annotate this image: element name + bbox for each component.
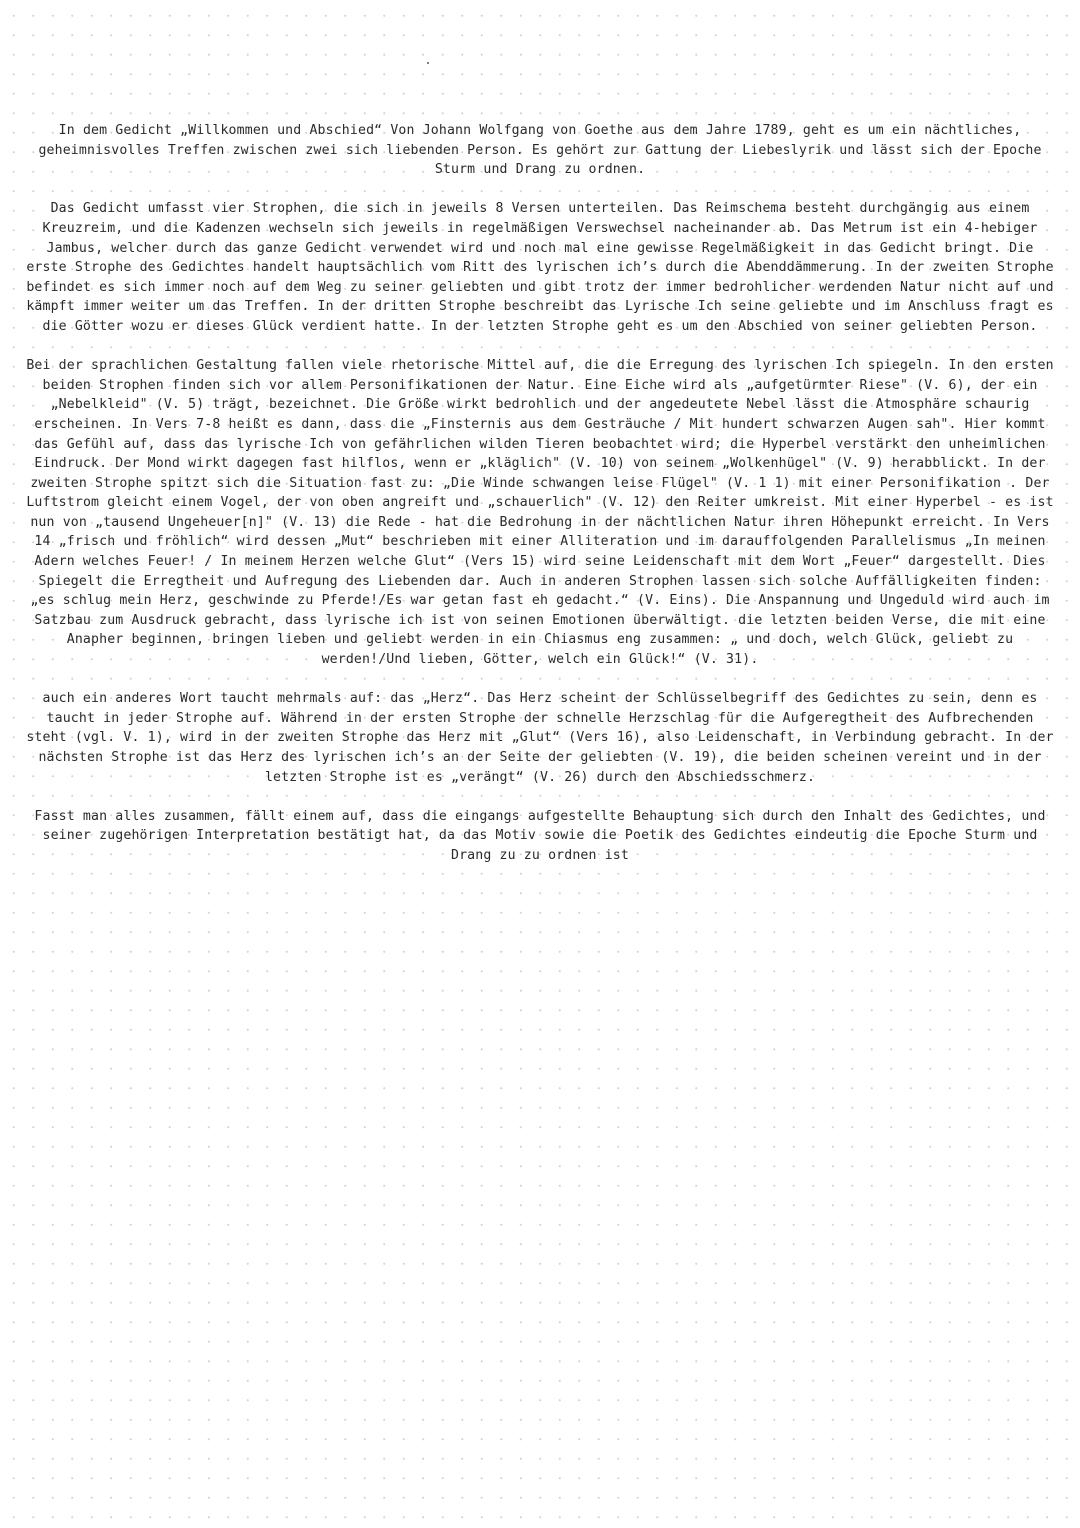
paragraph-structure: Das Gedicht umfasst vier Strophen, die sich in jeweils 8 Versen unterteilen. Das Reimschema besteht durchgängig aus einem Kreuzreim, und die Kadenzen wechseln sich jeweils in regelmäßigen Verswechsel nacheinander ab. Das Metrum ist ein 4-hebiger Jambus, welcher durch das ganze Gedicht verwendet wird und noch mal eine gewisse Regelmäßigkeit in das Gedicht bringt. Die erste Strophe des Gedichtes handelt hauptsächlich vom Ritt des lyrischen ich’s durch die Abenddämmerung. In der zweiten Strophe befindet es sich immer noch auf dem Weg zu seiner geliebten und gibt trotz der immer bedrohlicher werdenden Natur nicht auf und kämpft immer weiter um das Treffen. In der dritten Strophe beschreibt das Lyrische Ich seine geliebte und im Anschluss fragt es die Götter wozu er dieses Glück verdient hatte. In der letzten Strophe geht es um den Abschied von seiner geliebten Person. [26, 201, 1054, 334]
paragraph-language-analysis: Bei der sprachlichen Gestaltung fallen viele rhetorische Mittel auf, die die Erregung des lyrischen Ich spiegeln. In den ersten beiden Strophen finden sich vor allem Personifikationen der Natur. Eine Eiche wird als „aufgetürmter Riese" (V. 6), der ein „Nebelkleid" (V. 5) trägt, bezeichnet. Die Größe wirkt bedrohlich und der angedeutete Nebel lässt die Atmosphäre schaurig erscheinen. In Vers 7-8 heißt es dann, dass die „Finsternis aus dem Gesträuche / Mit hundert schwarzen Augen sah". Hier kommt das Gefühl auf, dass das lyrische Ich von gefährlichen wilden Tieren beobachtet wird; die Hyperbel verstärkt den unheimlichen Eindruck. Der Mond wirkt dagegen fast hilflos, wenn er „kläglich" (V. 10) von seinem „Wolkenhügel" (V. 9) herabblickt. In der zweiten Strophe spitzt sich die Situation fast zu: „Die Winde schwangen leise Flügel" (V. 1 1) mit einer Personifikation . Der Luftstrom gleicht einem Vogel, der von oben angreift und „schauerlich" (V. 12) den Reiter umkreist. Mit einer Hyperbel - es ist nun von „tausend Ungeheuer[n]" (V. 13) die Rede - hat die Bedrohung in der nächtlichen Natur ihren Höhepunkt erreicht. In Vers 14 „frisch und fröhlich“ wird dessen „Mut“ beschrieben mit einer Alliteration und im darauffolgenden Parallelismus „In meinen Adern welches Feuer! / In meinem Herzen welche Glut“ (Vers 15) wird seine Leidenschaft mit dem Wort „Feuer“ dargestellt. Dies Spiegelt die Erregtheit und Aufregung des Liebenden dar. Auch in anderen Strophen lassen sich solche Auffälligkeiten finden: „es schlug mein Herz, geschwinde zu Pferde!/Es war getan fast eh gedacht.“ (V. Eins). Die Anspannung und Ungeduld wird auch im Satzbau zum Ausdruck gebracht, dass lyrische ich ist von seinen Emotionen überwältigt. die letzten beiden Verse, die mit eine Anapher beginnen, bringen lieben und geliebt werden in ein Chiasmus eng zusammen: „ und doch, welch Glück, geliebt zu werden!/Und lieben, Götter, welch ein Glück!“ (V. 31). [26, 358, 1054, 668]
paragraph-heart-motif: auch ein anderes Wort taucht mehrmals auf: das „Herz“. Das Herz scheint der Schlüsselbegriff des Gedichtes zu sein, denn es taucht in jeder Strophe auf. Während in der ersten Strophe der schnelle Herzschlag für die Aufgeregtheit des Aufbrechenden steht (vgl. V. 1), wird in der zweiten Strophe das Herz mit „Glut“ (Vers 16), also Leidenschaft, in Verbindung gebracht. In der nächsten Strophe ist das Herz des lyrischen ich’s an der Seite der geliebten (V. 19), die beiden scheinen vereint und in der letzten Strophe ist es „verängt“ (V. 26) durch den Abschiedsschmerz. [26, 691, 1054, 785]
paragraph-introduction: In dem Gedicht „Willkommen und Abschied“ Von Johann Wolfgang von Goethe aus dem Jahre 1789, geht es um ein nächtliches, geheimnisvolles Treffen zwischen zwei sich liebenden Person. Es gehört zur Gattung der Liebeslyrik und lässt sich der Epoche Sturm und Drang zu ordnen. [38, 123, 1042, 178]
stray-mark [427, 62, 429, 64]
paragraph-conclusion: Fasst man alles zusammen, fällt einem auf, dass die eingangs aufgestellte Behauptung sich durch den Inhalt des Gedichtes, und seiner zugehörigen Interpretation bestätigt hat, da das Motiv sowie die Poetik des Gedichtes eindeutig die Epoche Sturm und Drang zu zu ordnen ist [34, 808, 1046, 863]
essay-body [26, 121, 1054, 885]
